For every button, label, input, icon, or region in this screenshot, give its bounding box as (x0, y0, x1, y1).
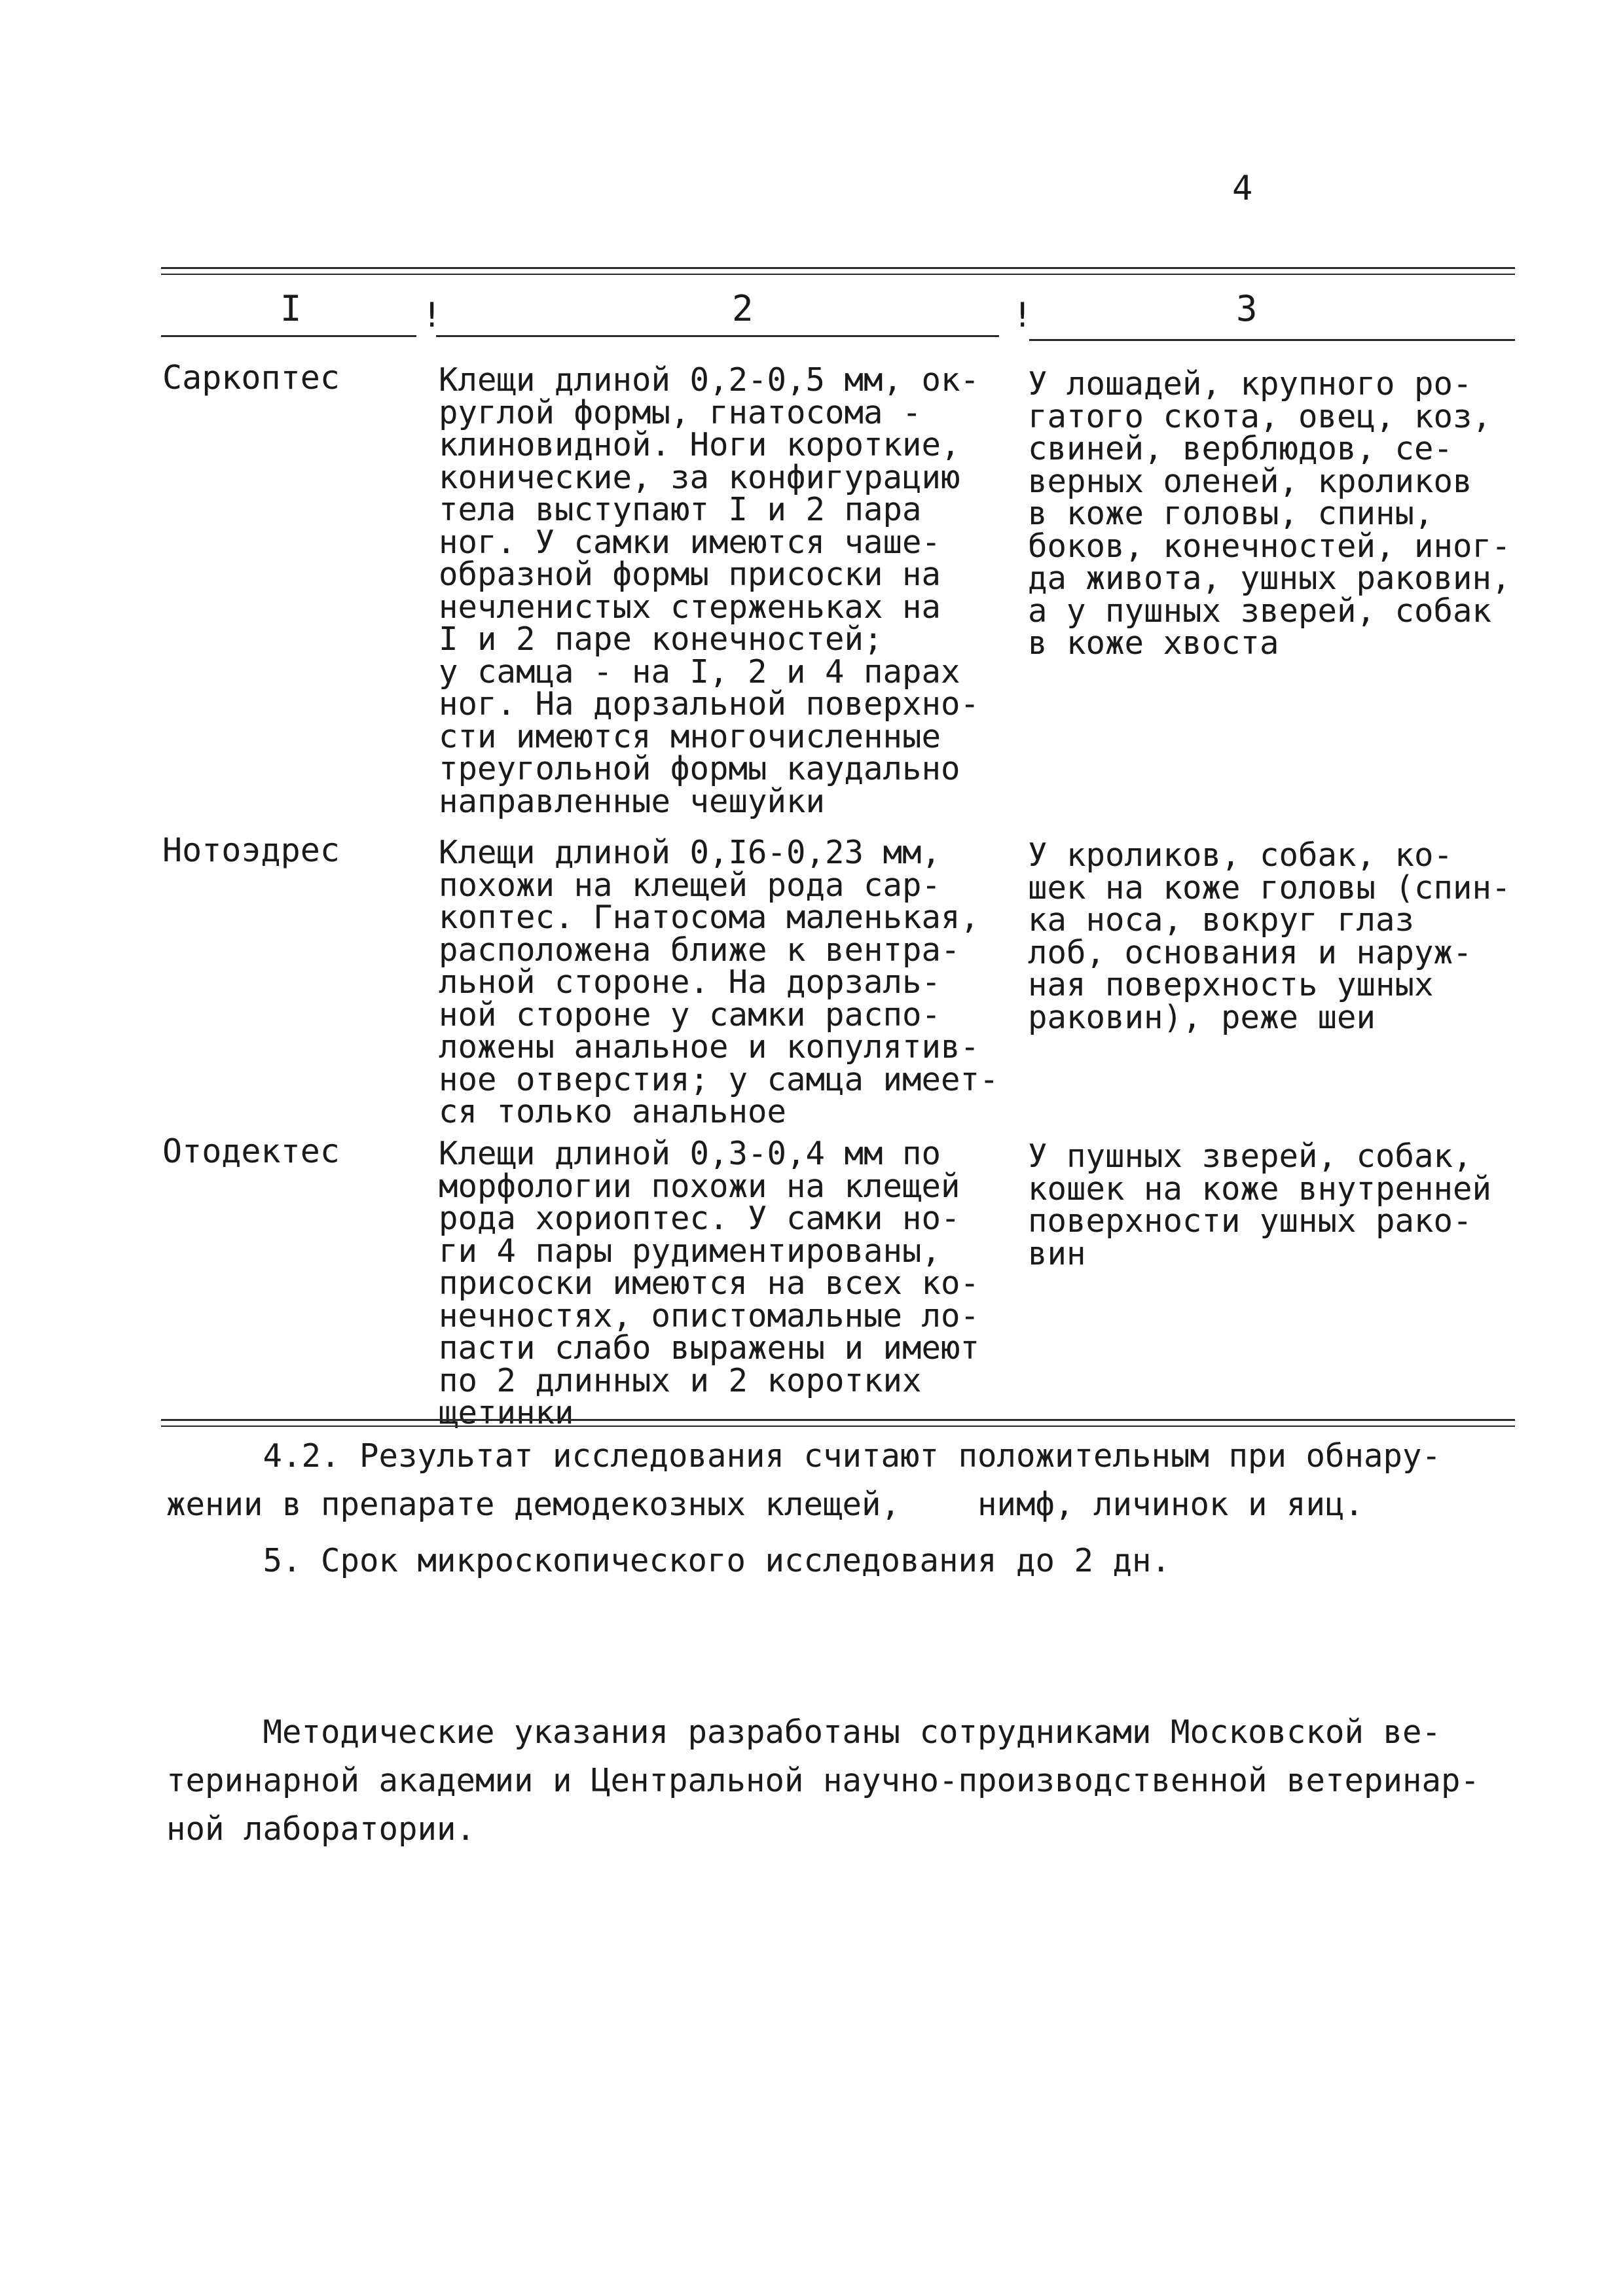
header-underline-1 (161, 335, 416, 337)
table-row-description: Клещи длиной 0,3-0,4 мм по морфологии похожи на клещей рода хориоптес. У самки но- ги 4 пары рудиментированы, присоски имеются на всех ко- нечностях, опистомальные ло- пасти слабо выражены и имеют по 2 длинных и 2 коротких щетинки (439, 1135, 980, 1431)
table-row-description: Клещи длиной 0,I6-0,23 мм, похожи на клещей рода сар- коптес. Гнатосома маленькая, расположена ближе к вентра- льной стороне. На дорзаль- ной стороне у самки распо- ложены анальное и копулятив- ное отверстия; у самца имеет- ся только анальное (439, 834, 999, 1130)
table-row-genus: Отодектес (162, 1132, 340, 1170)
header-underline-2 (436, 335, 999, 337)
table-top-rule (161, 267, 1515, 269)
table-row-description: Клещи длиной 0,2-0,5 мм, ок- руглой формы, гнатосома - клиновидной. Ноги короткие, конические, за конфигурацию тела выступают I и 2 пара ног. У самки имеются чаше- образной формы присоски на нечленистых стерженьках на I и 2 паре конечностей; у самца - на I, 2 и 4 парах ног. На дорзальной поверхно- сти имеются многочисленные треугольной формы каудально направленные чешуйки (439, 361, 980, 820)
table-bottom-rule (161, 1419, 1515, 1421)
paragraph-4-2: 4.2. Результат исследования считают положительным при обнару- жении в препарате демодекозных клещей, нимф, личинок и яиц. (166, 1437, 1442, 1523)
table-row-genus: Нотоэдрес (162, 831, 340, 869)
credits-paragraph: Методические указания разработаны сотрудниками Московской ве- теринарной академии и Центральной научно-производственной ветеринар- ной лаборатории. (166, 1713, 1480, 1848)
table-header-col-2: 2 (732, 288, 754, 329)
table-row-localization: У пушных зверей, собак, кошек на коже внутренней поверхности ушных рако- вин (1028, 1138, 1492, 1272)
paragraph-5: 5. Срок микроскопического исследования до 2 дн. (166, 1542, 1171, 1579)
table-header-col-1: I (280, 288, 302, 329)
page-number: 4 (1232, 169, 1253, 208)
column-separator: ! (422, 296, 443, 335)
table-row-genus: Саркоптес (162, 359, 340, 397)
table-bottom-rule-2 (161, 1426, 1515, 1427)
table-row-localization: У кроликов, собак, ко- шек на коже головы (спин- ка носа, вокруг глаз лоб, основания и наруж- ная поверхность ушных раковин), реже шеи (1028, 836, 1511, 1036)
table-row-localization: У лошадей, крупного ро- гатого скота, овец, коз, свиней, верблюдов, се- верных оленей, кроликов в коже головы, спины, боков, конечностей, иног- да живота, ушных раковин, а у пушных зверей, собак в коже хвоста (1028, 365, 1511, 662)
table-header-col-3: 3 (1236, 288, 1258, 329)
column-separator: ! (1012, 296, 1033, 335)
table-top-rule-2 (161, 274, 1515, 275)
header-underline-3 (1029, 339, 1515, 341)
